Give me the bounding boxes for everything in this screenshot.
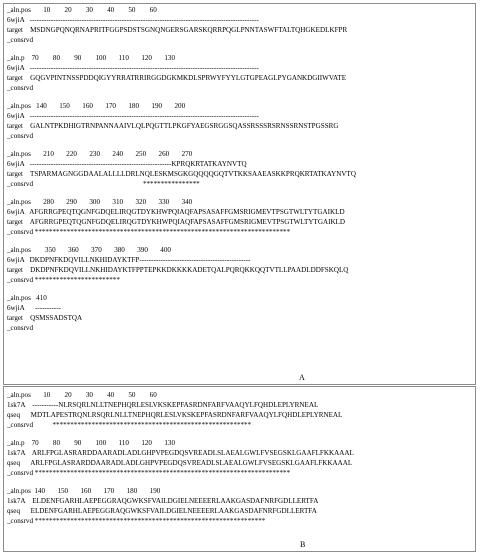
alignment-block	[7, 390, 471, 430]
position-ruler: _aln.p 70 80 90 100 110 120 130	[7, 439, 176, 447]
conservation-line: _consrvd	[7, 36, 34, 44]
position-ruler: _aln.pos 280 290 300 310 320 330 340	[7, 198, 193, 206]
structure-sequence: 6wjiA -----------	[7, 304, 61, 312]
structure-sequence: 6wjiA -------------------------------------------------------------------------------------------------	[7, 64, 259, 72]
query-sequence: target QSMSSADSTQA	[7, 314, 83, 322]
conservation-line: _consrvd	[7, 132, 34, 140]
query-sequence: qseq ELDENFGARHLAEPEGGRAQGWKSFVAILDGIELNEEEERLAAKGASDAFNRFGDLLERTFA	[7, 507, 317, 515]
alignment-panel-a	[3, 3, 476, 385]
query-sequence: target AFGRRGPEQTQGNFGDQELIRQGTDYKHWPQIAQFAPSASAFFGMSRIGMEVTPSGTWLTYTGAIKLD	[7, 218, 346, 226]
position-ruler: _aln.pos 210 220 230 240 250 260 270	[7, 150, 193, 158]
query-sequence: target MSDNGPQNQRNAPRITFGGPSDSTSGNQNGERSGARSKQRRPQGLPNNTASWFTALTQHGKEDLKFPR	[7, 26, 348, 34]
alignment-block	[7, 486, 471, 526]
alignment-block	[7, 149, 471, 189]
alignment-block	[7, 245, 471, 285]
structure-sequence: 1sk7A -----------NLRSQRLNLLTNEPHQRLESLVKSKEPFASRDNFARFVAAQYLFQHDLEPLYRNEAL	[7, 401, 319, 409]
structure-sequence: 1sk7A ELDENFGARHLAEPEGGRAQGWKSFVAILDGIELNEEEERLAAKGASDAFNRFGDLLERTFA	[7, 497, 319, 505]
alignment-blocks-b	[7, 390, 471, 534]
alignment-block	[7, 5, 471, 45]
conservation-line: _consrvd ************************	[7, 276, 120, 284]
query-sequence: target TSPARMAGNGGDAALALLLLDRLNQLESKMSGKGQQQQGQTVTKKSAAEASKKPRQKRTATKAYNVTQ	[7, 170, 356, 178]
structure-sequence: 6wjiA ------------------------------------------------------------KPRQKRTATKAYNVTQ	[7, 160, 247, 168]
conservation-line: _consrvd *****************************************************************	[7, 517, 266, 525]
alignment-block	[7, 101, 471, 141]
position-ruler: _aln.pos 410	[7, 294, 47, 302]
conservation-line: _consrvd ************************************************************************	[7, 228, 291, 236]
alignment-panel-b	[3, 386, 476, 552]
panel-label-b: B	[300, 540, 306, 549]
conservation-line: _consrvd ********************************************************	[7, 421, 252, 429]
structure-sequence: 1sk7A ARLFPGLASRARDDAARADLADLGHPVPEGDQSVREADLSLAEALGWLFVSEGSKLGAAFLFKKAAAL	[7, 449, 354, 457]
structure-sequence: 6wjiA -------------------------------------------------------------------------------------------------	[7, 112, 259, 120]
position-ruler: _aln.pos 350 360 370 380 390 400	[7, 246, 171, 254]
structure-sequence: 6wjiA -------------------------------------------------------------------------------------------------	[7, 16, 259, 24]
position-ruler: _aln.pos 10 20 30 40 50 60	[7, 6, 157, 14]
query-sequence: qseq ARLFPGLASRARDDAARADLADLGHPVPEGDQSVREADLSLAEALGWLFVSEGSKLGAAFLFKKAAAL	[7, 459, 353, 467]
alignment-block	[7, 438, 471, 478]
position-ruler: _aln.pos 140 150 160 170 180 190 200	[7, 102, 186, 110]
conservation-line: _consrvd	[7, 84, 34, 92]
query-sequence: target GALNTPKDHIGTRNPANNAAIVLQLPQGTTLPKGFYAEGSRGGSQASSRSSSRSRNSSRNSTPGSSRG	[7, 122, 339, 130]
conservation-line: _consrvd ****************	[7, 180, 200, 188]
position-ruler: _aln.pos 10 20 30 40 50 60	[7, 391, 157, 399]
conservation-line: _consrvd	[7, 324, 34, 332]
alignment-block	[7, 53, 471, 93]
position-ruler: _aln.p 70 80 90 100 110 120 130	[7, 54, 176, 62]
position-ruler: _aln.pos 140 150 160 170 180 190	[7, 487, 161, 495]
structure-sequence: 6wjiA AFGRRGPEQTQGNFGDQELIRQGTDYKHWPQIAQFAPSASAFFGMSRIGMEVTPSGTWLTYTGAIKLD	[7, 208, 345, 216]
query-sequence: target GQGVPINTNSSPDDQIGYYRRATRRIRGGDGKMKDLSPRWYFYYLGTGPEAGLPYGANKDGIIWVATE	[7, 74, 347, 82]
panel-label-a: A	[299, 373, 305, 382]
query-sequence: target DKDPNFKDQVILLNKHIDAYKTFPPTEPKKDKKKKADETQALPQRQKKQQTVTLLPAADLDDFSKQLQ	[7, 266, 349, 274]
alignment-block	[7, 197, 471, 237]
alignment-block	[7, 293, 471, 333]
query-sequence: qseq MDTLAPESTRQNLRSQRLNLLTNEPHQRLESLVKSKEPFASRDNFARFVAAQYLFQHDLEPLYRNEAL	[7, 411, 343, 419]
conservation-line: _consrvd ************************************************************************	[7, 469, 291, 477]
alignment-blocks-a	[7, 5, 471, 341]
structure-sequence: 6wjiA DKDPNFKDQVILLNKHIDAYKTFP-----------------------------------------------	[7, 256, 251, 264]
